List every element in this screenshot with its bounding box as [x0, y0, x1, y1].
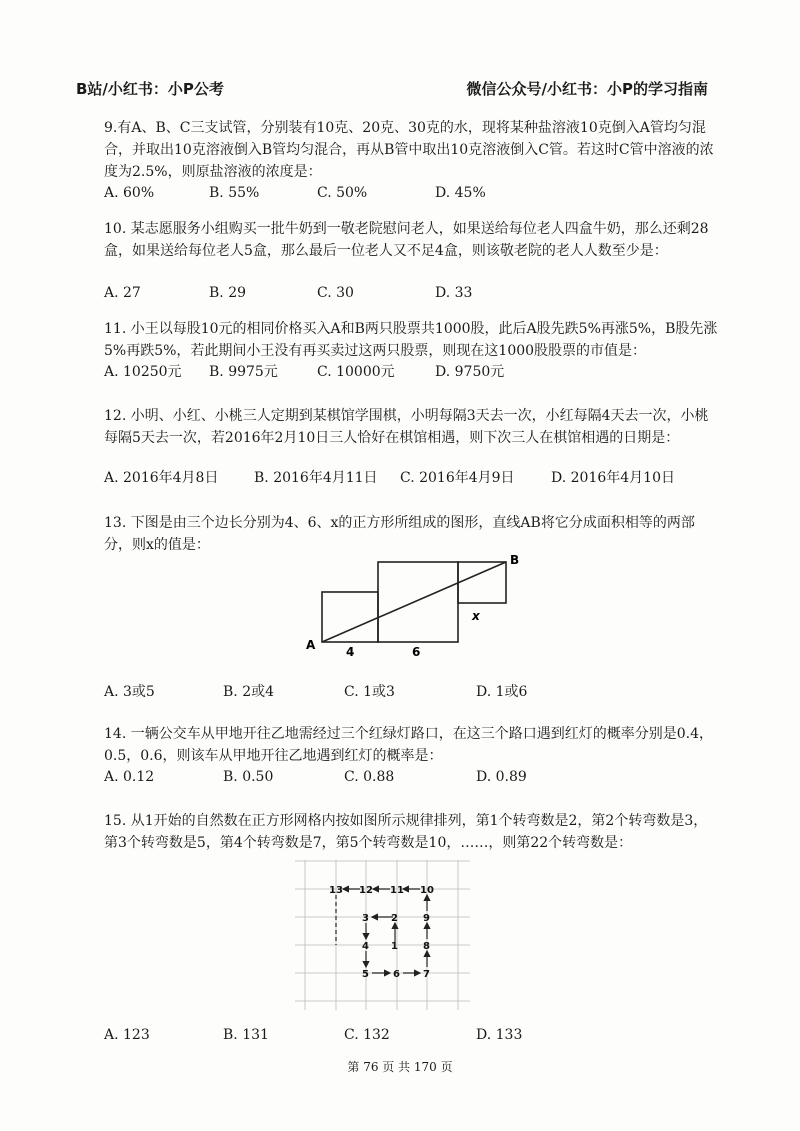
square-x [458, 562, 506, 603]
option-a[interactable]: A. 3或5 [104, 684, 155, 700]
label-side-6: 6 [412, 645, 421, 659]
grid-num-6: 6 [393, 969, 400, 980]
question-10 [104, 218, 719, 262]
grid-num-1: 1 [391, 941, 398, 952]
grid-num-4: 4 [362, 941, 369, 952]
question-stem: 15. 从1开始的自然数在正方形网格内按如图所示规律排列，第1个转弯数是2，第2个转弯数是3，第3个转弯数是5，第4个转弯数是7，第5个转弯数是10，……，则第22个转弯数是： [104, 813, 708, 851]
spiral-grid-figure [290, 855, 480, 1015]
option-b[interactable]: B. 131 [223, 1027, 269, 1043]
option-a[interactable]: A. 60% [104, 185, 155, 201]
grid-num-5: 5 [362, 969, 369, 980]
label-side-x: x [472, 609, 480, 623]
option-d[interactable]: D. 9750元 [435, 364, 505, 380]
question-stem: 12. 小明、小红、小桃三人定期到某棋馆学围棋，小明每隔3天去一次，小红每隔4天去一次，小桃每隔5天去一次，若2016年2月10日三人恰好在棋馆相遇，则下次三人在棋馆相遇的日期是： [104, 408, 709, 446]
question-stem: 14. 一辆公交车从甲地开往乙地需经过三个红绿灯路口，在这三个路口遇到红灯的概率分别是0.4，0.5，0.6，则该车从甲地开往乙地遇到红灯的概率是： [104, 726, 713, 764]
question-9 [104, 117, 719, 183]
grid-num-11: 11 [390, 885, 404, 896]
option-a[interactable]: A. 0.12 [104, 769, 155, 785]
question-12 [104, 405, 719, 449]
option-d[interactable]: D. 2016年4月10日 [551, 470, 675, 486]
line-ab [322, 562, 506, 642]
question-stem: 11. 小王以每股10元的相同价格买入A和B两只股票共1000股，此后A股先跌5%再涨5%，B股先涨5%再跌5%，若此期间小王没有再买卖过这两只股票，则现在这1000股股票的市值是： [104, 321, 718, 359]
question-14 [104, 723, 719, 767]
option-a[interactable]: A. 10250元 [104, 364, 182, 380]
question-stem: 9.有A、B、C三支试管，分别装有10克、20克、30克的水，现将某种盐溶液10克倒入A管均匀混合，并取出10克溶液倒入B管均匀混合，再从B管中取出10克溶液倒入C管。若这时C管中溶液的浓度为2.5%，则原盐溶液的浓度是： [104, 120, 714, 180]
option-c[interactable]: C. 1或3 [344, 684, 395, 700]
option-c[interactable]: C. 10000元 [317, 364, 395, 380]
option-b[interactable]: B. 9975元 [209, 364, 278, 380]
grid-num-8: 8 [423, 941, 430, 952]
grid-num-7: 7 [423, 969, 430, 980]
label-b: B [510, 553, 520, 567]
option-c[interactable]: C. 0.88 [344, 769, 395, 785]
option-d[interactable]: D. 0.89 [476, 769, 527, 785]
grid-lines [295, 860, 470, 1010]
option-b[interactable]: B. 55% [209, 185, 260, 201]
squares-figure [300, 548, 540, 660]
question-stem: 13. 下图是由三个边长分别为4、6、x的正方形所组成的图形，直线AB将它分成面积相等的两部分，则x的值是： [104, 515, 695, 553]
option-c[interactable]: C. 2016年4月9日 [400, 470, 515, 486]
option-b[interactable]: B. 29 [209, 285, 247, 301]
option-a[interactable]: A. 123 [104, 1027, 150, 1043]
option-b[interactable]: B. 2或4 [223, 684, 275, 700]
option-d[interactable]: D. 1或6 [476, 684, 528, 700]
question-11 [104, 318, 719, 362]
option-b[interactable]: B. 2016年4月11日 [254, 470, 378, 486]
option-c[interactable]: C. 50% [317, 185, 368, 201]
option-d[interactable]: D. 133 [476, 1027, 523, 1043]
grid-num-9: 9 [423, 913, 430, 924]
grid-num-2: 2 [391, 913, 398, 924]
option-b[interactable]: B. 0.50 [223, 769, 274, 785]
question-15 [104, 810, 719, 854]
question-stem: 10. 某志愿服务小组购买一批牛奶到一敬老院慰问老人，如果送给每位老人四盒牛奶，那么还剩28盒，如果送给每位老人5盒，那么最后一位老人又不足4盒，则该敬老院的老人人数至少是： [104, 221, 709, 259]
option-d[interactable]: D. 33 [435, 285, 473, 301]
option-c[interactable]: C. 132 [344, 1027, 390, 1043]
square-4 [322, 592, 378, 642]
grid-num-12: 12 [359, 885, 373, 896]
grid-num-13: 13 [329, 885, 343, 896]
label-a: A [306, 638, 316, 652]
header-left: B站/小红书：小P公考 [76, 80, 224, 98]
page-number: 第 76 页 共 170 页 [347, 1060, 453, 1074]
option-a[interactable]: A. 27 [104, 285, 141, 301]
option-d[interactable]: D. 45% [435, 185, 486, 201]
header-right: 微信公众号/小红书：小P的学习指南 [466, 80, 708, 98]
grid-num-3: 3 [362, 913, 369, 924]
option-c[interactable]: C. 30 [317, 285, 354, 301]
label-side-4: 4 [346, 645, 355, 659]
option-a[interactable]: A. 2016年4月8日 [104, 470, 219, 486]
spiral-arrows [343, 889, 427, 973]
square-6 [378, 562, 458, 642]
grid-num-10: 10 [420, 885, 434, 896]
